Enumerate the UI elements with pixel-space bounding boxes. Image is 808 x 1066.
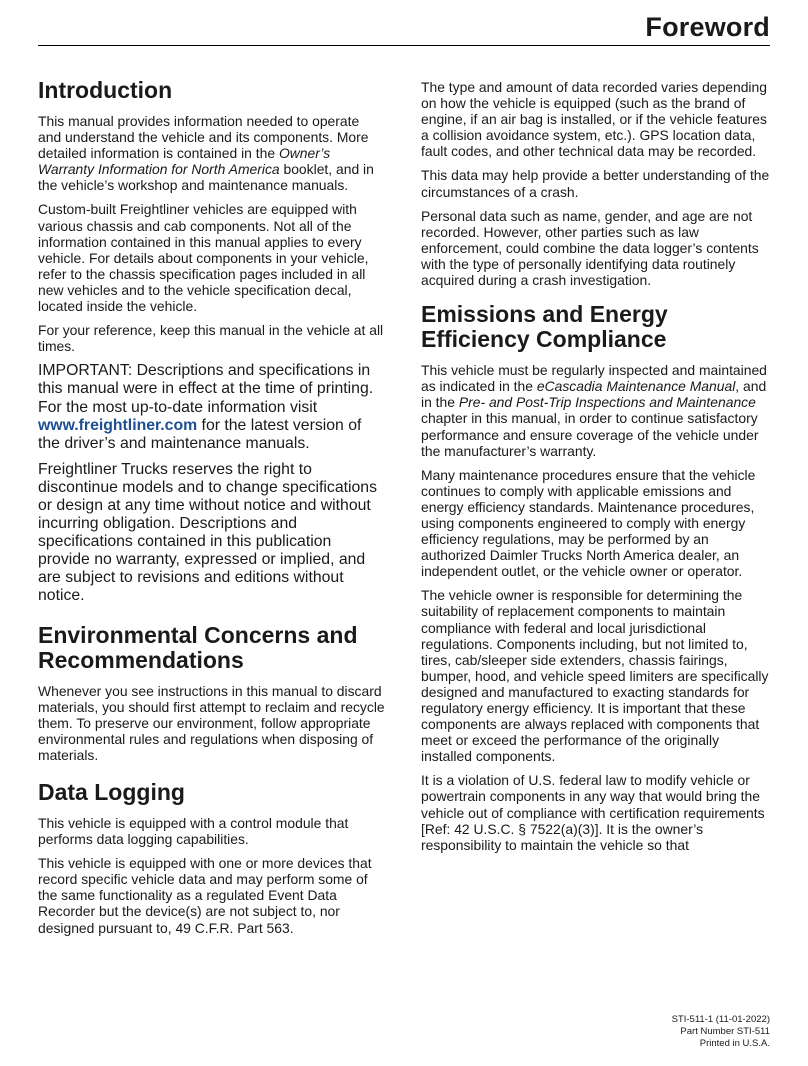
freightliner-link[interactable]: www.freightliner.com: [38, 416, 198, 434]
important-notice: IMPORTANT: Descriptions and specifications in this manual were in effect at the time of printing. For the most up-to-date information visit www.freightliner.com for the latest version of the driver’s and maintenance manuals.: [38, 362, 374, 452]
right-column: [421, 79, 770, 861]
emissions-paragraph-3: The vehicle owner is responsible for determining the suitability of replacement components to maintain compliance with federal and local jurisdictional regulations. Components including, but not limited to, tires, cab/sleeper side extenders, chassis fairings, bumper, hood, and vehicle speed limiters are specifically designed and manufactured to exacting standards for regulatory energy efficiency. It is important that these components are always replaced with components that meet or exceed the performance of the originally installed components.: [421, 587, 769, 765]
page-title: Foreword: [645, 12, 770, 42]
left-column: [38, 78, 385, 944]
data-logging-paragraph-4: This data may help provide a better understanding of the circumstances of a crash.: [421, 167, 770, 200]
intro-paragraph-3: For your reference, keep this manual in the vehicle at all times.: [38, 322, 384, 355]
printed-in: Printed in U.S.A.: [699, 1038, 770, 1049]
intro-paragraph-5: Freightliner Trucks reserves the right to discontinue models and to change specifications or design at any time without notice and without incurring obligation. Descriptions and specifications contained in this publication provide no warranty, expressed or implied, and are subject to revisions and editions without notice.: [38, 460, 377, 605]
introduction-heading: Introduction: [38, 77, 173, 103]
emissions-paragraph-1: This vehicle must be regularly inspected and maintained as indicated in the eCascadia Maintenance Manual, and in the Pre- and Post-Trip Inspections and Maintenance chapter in this manual, in order to continue satisfactory performance and ensure coverage of the vehicle under the manufacturer’s warranty.: [421, 362, 767, 459]
emissions-paragraph-4: It is a violation of U.S. federal law to modify vehicle or powertrain components in any way that would bring the vehicle out of compliance with certification requirements [Ref: 42 U.S.C. § 7522(a)(3)]. It is the owner’s responsibility to maintain the vehicle so that: [421, 772, 765, 853]
header-divider: [38, 45, 770, 46]
environmental-paragraph-1: Whenever you see instructions in this manual to discard materials, you should first attempt to reclaim and recycle them. To preserve our environment, follow appropriate environmental rules and regulations when disposing of materials.: [38, 682, 385, 763]
environmental-heading: Environmental Concerns and Recommendations: [38, 621, 358, 673]
intro-paragraph-2: Custom-built Freightliner vehicles are equipped with various chassis and cab components. Not all of the information contained in this manual applies to every vehicle. For details about components in your vehicle, refer to the chassis specification pages included in all new vehicles and to the vehicle specification decal, located inside the vehicle.: [38, 201, 369, 315]
document-id: STI-511-1 (11-01-2022): [671, 1014, 770, 1025]
data-logging-paragraph-3: The type and amount of data recorded varies depending on how the vehicle is equipped (such as the brand of engine, if an air bag is installed, or if the vehicle features a collision avoidance system, etc.). GPS location data, fault codes, and other technical data may be recorded.: [421, 79, 767, 160]
intro-paragraph-1: This manual provides information needed to operate and understand the vehicle and its components. More detailed information is contained in the Owner’s Warranty Information for North America booklet, and in the vehicle’s workshop and maintenance manuals.: [38, 113, 374, 194]
data-logging-paragraph-2: This vehicle is equipped with one or more devices that record specific vehicle data and may perform some of the same functionality as a regulated Event Data Recorder but the device(s) are not subject to, nor designed pursuant to, 49 C.F.R. Part 563.: [38, 855, 372, 936]
data-logging-paragraph-1: This vehicle is equipped with a control module that performs data logging capabilities.: [38, 815, 349, 848]
page-footer: [672, 1014, 770, 1050]
emissions-heading: Emissions and Energy Efficiency Compliance: [421, 301, 668, 353]
part-number: Part Number STI-511: [680, 1026, 770, 1037]
data-logging-paragraph-5: Personal data such as name, gender, and age are not recorded. However, other parties such as law enforcement, could combine the data logger’s contents with the type of personally identifying data routinely acquired during a crash investigation.: [421, 207, 759, 289]
emissions-paragraph-2: Many maintenance procedures ensure that the vehicle continues to comply with applicable emissions and energy efficiency standards. Maintenance procedures, using components engineered to comply with energy efficiency regulations, may be performed by an authorized Daimler Trucks North America dealer, an independent outlet, or the vehicle owner or operator.: [421, 466, 756, 580]
data-logging-heading: Data Logging: [38, 779, 185, 805]
